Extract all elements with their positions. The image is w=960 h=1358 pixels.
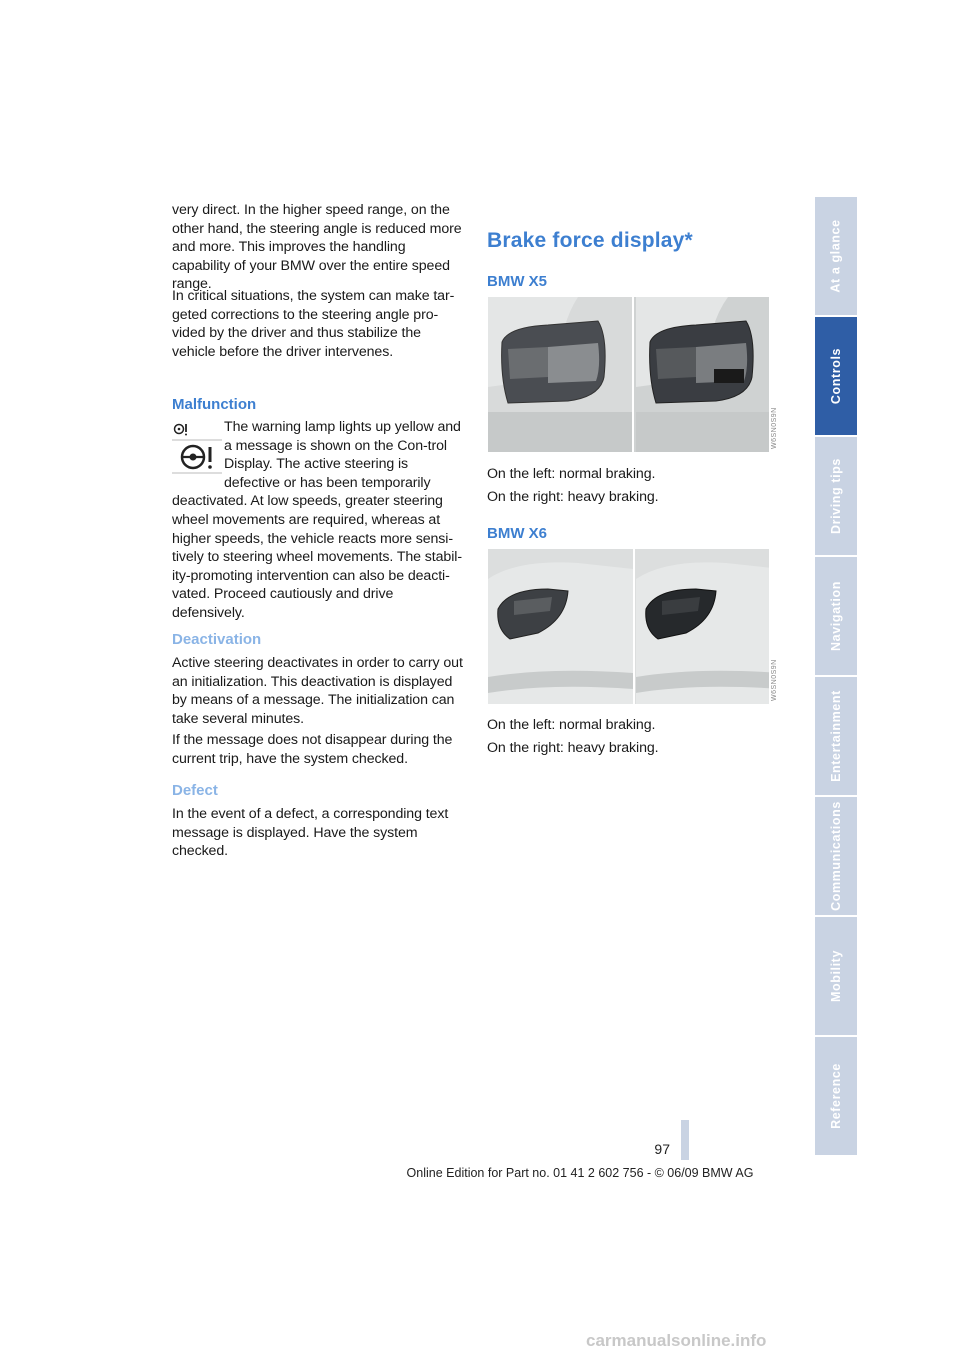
defect-paragraph: In the event of a defect, a corresponding text message is displayed. Have the system checked.	[172, 806, 449, 860]
tab-communications[interactable]: Communications	[815, 797, 857, 915]
bmw-x6-heading: BMW X6	[487, 525, 547, 542]
x5-caption-right: On the right: heavy braking.	[487, 489, 659, 505]
deactivation-heading: Deactivation	[172, 631, 262, 648]
brake-force-display-heading: Brake force display*	[487, 229, 693, 252]
tab-entertainment[interactable]: Entertainment	[815, 677, 857, 795]
tab-reference[interactable]: Reference	[815, 1037, 857, 1155]
page-marker-bar	[681, 1120, 689, 1160]
tab-mobility[interactable]: Mobility	[815, 917, 857, 1035]
tab-driving-tips[interactable]: Driving tips	[815, 437, 857, 555]
tab-navigation[interactable]: Navigation	[815, 557, 857, 675]
deactivation-paragraph-2: If the message does not disappear during the current trip, have the system checked.	[172, 732, 453, 767]
malfunction-paragraph: The warning lamp lights up yellow and a message is shown on the Con-trol Display. The active steering is defective or has been temporarily deactivated. At low speeds, greater steering wheel movements are required, whereas at higher speeds, the vehicle reacts more sensi-tively to steering wheel movements. The stabil-ity-promoting intervention can also be deacti-vated. Proceed cautiously and drive defensively.	[172, 419, 462, 621]
x6-image-code: W6SN0S9N	[771, 659, 778, 701]
deactivation-paragraph-1: Active steering deactivates in order to carry out an initialization. This deactivation is displayed by means of a message. The initialization can take several minutes.	[172, 655, 463, 727]
x6-caption-right: On the right: heavy braking.	[487, 740, 659, 756]
page-number: 97	[654, 1141, 670, 1157]
tab-controls[interactable]: Controls	[815, 317, 857, 435]
intro-paragraph: very direct. In the higher speed range, on the other hand, the steering angle is reduced more and more. This improves the handling capability of your BMW over the entire speed range.	[172, 202, 462, 293]
edition-footer: Online Edition for Part no. 01 41 2 602 756 - © 06/09 BMW AG	[406, 1166, 754, 1180]
x5-caption-left: On the left: normal braking.	[487, 466, 656, 482]
watermark: carmanualsonline.info	[586, 1331, 767, 1350]
tab-at-a-glance[interactable]: At a glance	[815, 197, 857, 315]
x6-caption-left: On the left: normal braking.	[487, 717, 656, 733]
bmw-x6-brake-lights-photo	[488, 549, 781, 704]
malfunction-heading: Malfunction	[172, 396, 257, 413]
defect-heading: Defect	[172, 782, 218, 799]
bmw-x5-brake-lights-photo	[488, 297, 781, 452]
bmw-x5-heading: BMW X5	[487, 273, 547, 290]
critical-situations-paragraph: In critical situations, the system can make tar-geted corrections to the steering angle pro-vided by the driver and thus stabilize the vehicle before the driver intervenes.	[172, 288, 455, 360]
x5-image-code: W6SN0S9N	[771, 407, 778, 449]
